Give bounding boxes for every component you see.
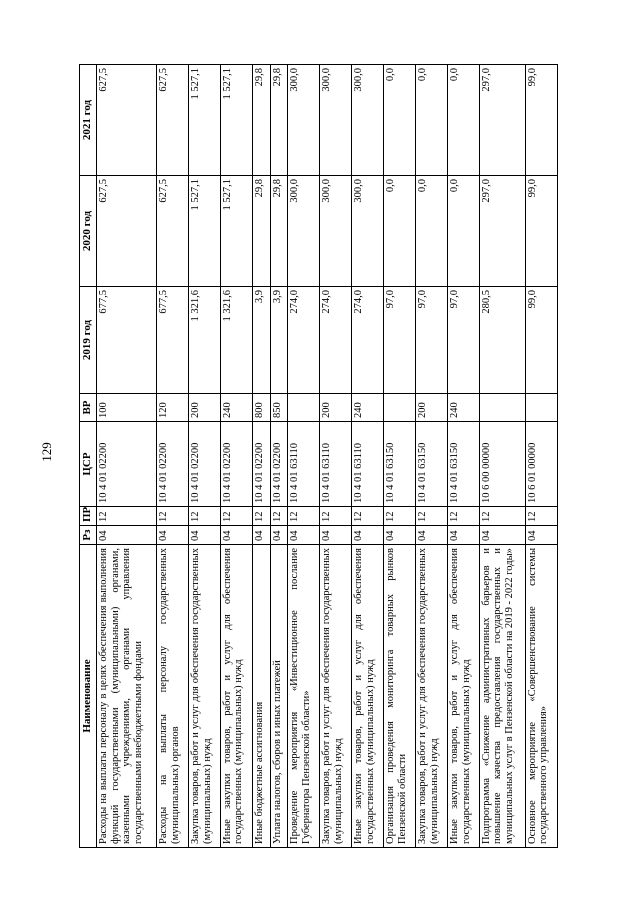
row-vr: 120 — [157, 394, 189, 422]
row-csr: 10 4 01 02200 — [189, 422, 221, 507]
header-rz: Рз — [80, 526, 97, 545]
row-rz: 04 — [252, 526, 270, 545]
table-row — [97, 65, 157, 848]
table-row — [525, 65, 557, 848]
row-2021: 1 527,1 — [220, 65, 252, 176]
row-2019: 677,5 — [157, 287, 189, 394]
row-csr: 10 4 01 02200 — [252, 422, 270, 507]
row-2019: 3,9 — [252, 287, 270, 394]
row-2019: 97,0 — [416, 287, 448, 394]
row-2020: 0,0 — [416, 176, 448, 287]
header-pr: ПР — [80, 507, 97, 526]
row-vr — [384, 394, 416, 422]
table-row — [189, 65, 221, 848]
header-2020: 2020 год — [80, 176, 97, 287]
row-2020: 99,0 — [525, 176, 557, 287]
row-rz: 04 — [97, 526, 157, 545]
row-2021: 29,8 — [252, 65, 270, 176]
table-row — [288, 65, 320, 848]
row-vr — [525, 394, 557, 422]
budget-table — [79, 64, 558, 848]
table-row — [270, 65, 288, 848]
row-2019: 280,5 — [479, 287, 525, 394]
row-name: Основное мероприятие «Совершенствование системы государственного управления» — [525, 545, 557, 848]
row-2020: 0,0 — [448, 176, 480, 287]
budget-table-container — [79, 65, 558, 848]
row-2020: 29,8 — [252, 176, 270, 287]
row-vr: 100 — [97, 394, 157, 422]
row-vr: 200 — [320, 394, 352, 422]
row-pr: 12 — [97, 507, 157, 526]
row-name: Организация проведения мониторинга товарных рынков Пензенской области — [384, 545, 416, 848]
row-rz: 04 — [320, 526, 352, 545]
row-2019: 274,0 — [288, 287, 320, 394]
row-2020: 300,0 — [352, 176, 384, 287]
row-rz: 04 — [352, 526, 384, 545]
row-rz: 04 — [157, 526, 189, 545]
row-rz: 04 — [288, 526, 320, 545]
row-csr: 10 4 01 63110 — [288, 422, 320, 507]
row-pr: 12 — [157, 507, 189, 526]
row-name: Уплата налогов, сборов и иных платежей — [270, 545, 288, 848]
row-2021: 300,0 — [352, 65, 384, 176]
table-row — [416, 65, 448, 848]
row-name: Иные закупки товаров, работ и услуг для обеспечения государственных (муниципальных) нужд — [448, 545, 480, 848]
header-csr: ЦСР — [80, 422, 97, 507]
row-name: Иные закупки товаров, работ и услуг для обеспечения государственных (муниципальных) нужд — [352, 545, 384, 848]
row-2019: 97,0 — [384, 287, 416, 394]
row-name: Закупка товаров, работ и услуг для обеспечения государственных (муниципальных) нужд — [320, 545, 352, 848]
row-pr: 12 — [525, 507, 557, 526]
row-2021: 0,0 — [448, 65, 480, 176]
row-rz: 04 — [525, 526, 557, 545]
row-2021: 29,8 — [270, 65, 288, 176]
row-2019: 1 321,6 — [220, 287, 252, 394]
row-csr: 10 4 01 63110 — [320, 422, 352, 507]
row-2021: 627,5 — [157, 65, 189, 176]
row-2020: 0,0 — [384, 176, 416, 287]
table-row — [448, 65, 480, 848]
row-vr: 800 — [252, 394, 270, 422]
row-vr: 200 — [189, 394, 221, 422]
row-pr: 12 — [416, 507, 448, 526]
table-row — [352, 65, 384, 848]
row-vr: 200 — [416, 394, 448, 422]
row-vr — [288, 394, 320, 422]
row-rz: 04 — [416, 526, 448, 545]
row-2021: 0,0 — [416, 65, 448, 176]
row-vr: 240 — [220, 394, 252, 422]
row-2020: 300,0 — [320, 176, 352, 287]
table-header-row — [80, 65, 97, 848]
row-vr — [479, 394, 525, 422]
row-rz: 04 — [479, 526, 525, 545]
row-pr: 12 — [448, 507, 480, 526]
row-vr: 240 — [448, 394, 480, 422]
row-csr: 10 4 01 02200 — [157, 422, 189, 507]
row-2020: 627,5 — [97, 176, 157, 287]
row-name: Закупка товаров, работ и услуг для обеспечения государственных (муниципальных) нужд — [416, 545, 448, 848]
table-row — [320, 65, 352, 848]
row-name: Закупка товаров, работ и услуг для обеспечения государственных (муниципальных) нужд — [189, 545, 221, 848]
row-csr: 10 4 01 63150 — [448, 422, 480, 507]
row-csr: 10 4 01 02200 — [220, 422, 252, 507]
row-pr: 12 — [252, 507, 270, 526]
table-row — [220, 65, 252, 848]
table-row — [252, 65, 270, 848]
row-pr: 12 — [220, 507, 252, 526]
row-vr: 850 — [270, 394, 288, 422]
row-2019: 1 321,6 — [189, 287, 221, 394]
row-2021: 300,0 — [320, 65, 352, 176]
row-2019: 97,0 — [448, 287, 480, 394]
row-2019: 99,0 — [525, 287, 557, 394]
row-2019: 3,9 — [270, 287, 288, 394]
row-csr: 10 4 01 02200 — [270, 422, 288, 507]
row-csr: 10 4 01 02200 — [97, 422, 157, 507]
row-pr: 12 — [352, 507, 384, 526]
header-2021: 2021 год — [80, 65, 97, 176]
row-2021: 300,0 — [288, 65, 320, 176]
table-row — [479, 65, 525, 848]
row-vr: 240 — [352, 394, 384, 422]
row-name: Расходы на выплаты персоналу в целях обеспечения выполнения функций государственными (муниципальными) органами, казенными учреждениями, органами управления государственными внебюджетными фондами — [97, 545, 157, 848]
row-name: Расходы на выплаты персоналу государственных (муниципальных) органов — [157, 545, 189, 848]
row-pr: 12 — [288, 507, 320, 526]
row-rz: 04 — [189, 526, 221, 545]
row-2021: 627,5 — [97, 65, 157, 176]
row-csr: 10 6 00 00000 — [479, 422, 525, 507]
row-2021: 1 527,1 — [189, 65, 221, 176]
table-row — [157, 65, 189, 848]
row-2019: 274,0 — [320, 287, 352, 394]
row-csr: 10 4 01 63150 — [384, 422, 416, 507]
row-rz: 04 — [270, 526, 288, 545]
row-2020: 627,5 — [157, 176, 189, 287]
row-pr: 12 — [189, 507, 221, 526]
row-csr: 10 6 01 00000 — [525, 422, 557, 507]
row-2021: 0,0 — [384, 65, 416, 176]
row-2020: 1 527,1 — [220, 176, 252, 287]
row-pr: 12 — [320, 507, 352, 526]
row-csr: 10 4 01 63110 — [352, 422, 384, 507]
row-pr: 12 — [270, 507, 288, 526]
header-name: Наименование — [80, 545, 97, 848]
row-name: Иные закупки товаров, работ и услуг для обеспечения государственных (муниципальных) нужд — [220, 545, 252, 848]
row-2020: 300,0 — [288, 176, 320, 287]
row-rz: 04 — [384, 526, 416, 545]
row-pr: 12 — [479, 507, 525, 526]
row-2020: 297,0 — [479, 176, 525, 287]
row-name: Проведение мероприятия «Инвестиционное послание Губернатора Пензенской области» — [288, 545, 320, 848]
row-name: Подпрограмма «Снижение административных барьеров и повышение качества предоставления государственных и муниципальных услуг в Пензенской области на 2019 - 2022 годы» — [479, 545, 525, 848]
row-2019: 677,5 — [97, 287, 157, 394]
row-2019: 274,0 — [352, 287, 384, 394]
header-vr: ВР — [80, 394, 97, 422]
header-2019: 2019 год — [80, 287, 97, 394]
table-row — [384, 65, 416, 848]
row-2021: 99,0 — [525, 65, 557, 176]
page-number: 129 — [39, 442, 54, 462]
row-2021: 297,0 — [479, 65, 525, 176]
row-csr: 10 4 01 63150 — [416, 422, 448, 507]
row-rz: 04 — [220, 526, 252, 545]
row-2020: 29,8 — [270, 176, 288, 287]
row-rz: 04 — [448, 526, 480, 545]
row-name: Иные бюджетные ассигнования — [252, 545, 270, 848]
row-2020: 1 527,1 — [189, 176, 221, 287]
row-pr: 12 — [384, 507, 416, 526]
